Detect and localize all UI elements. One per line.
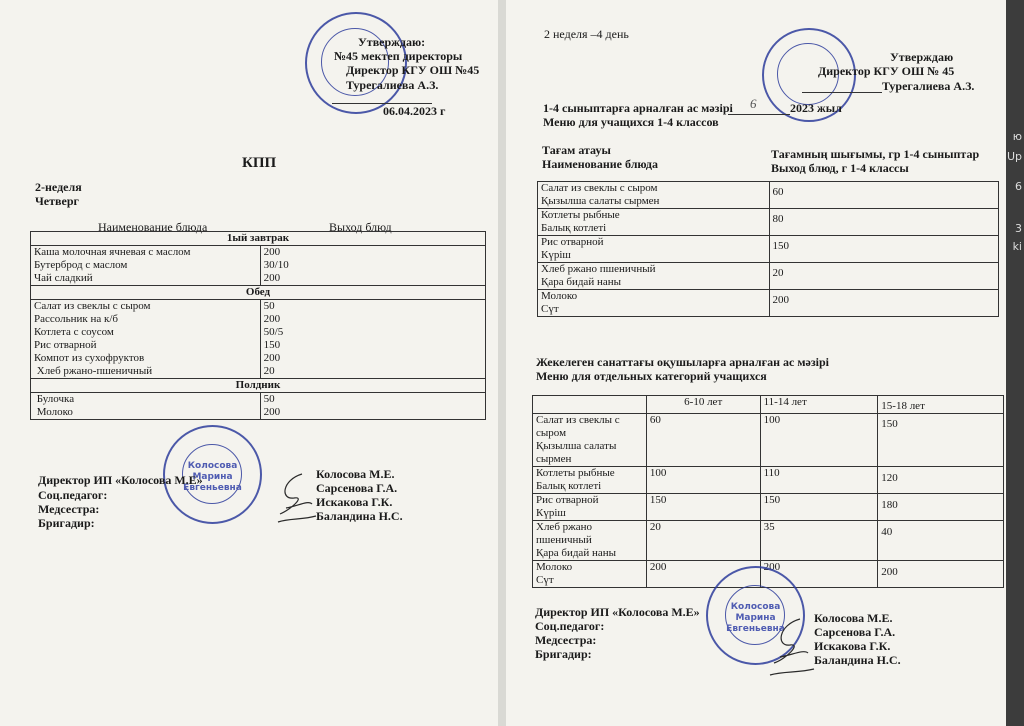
dish-cell: Котлеты рыбные Балық котлеті [538,209,770,236]
col2-header-ru: Выход блюд, г 1-4 классы [771,161,909,175]
output-cell: 150 [260,339,485,352]
col1-header-kz: Тағам атауы [542,143,611,157]
edge-char: 6 [1015,180,1022,193]
approval-signature-line [802,92,882,93]
sign-role-nurse: Медсестра: [38,502,100,516]
sign-name-nurse: Искакова Г.К. [316,495,393,509]
col-header-output: Выход блюд [329,220,392,234]
dish-cell: Салат из свеклы с сыром [31,300,261,314]
table-row [533,521,1004,561]
table-row [538,182,999,209]
output-cell: 60 [769,182,998,209]
dish-cell: Хлеб ржано пшеничный Қара бидай наны [533,521,647,561]
approval-name: Турегалиева А.З. [346,78,439,92]
menu-title-ru: Меню для учащихся 1-4 классов [543,115,719,129]
stamp-line: Марина [192,472,233,482]
output-cell: 200 [260,352,485,365]
edge-char: Up [1006,150,1022,163]
value-cell: 200 [760,561,878,588]
approval-name: Турегалиева А.З. [882,79,975,93]
approval-title: Утверждаю [890,50,954,64]
special-title-kz: Жекелеген санаттағы оқушыларға арналған ас мәзірі [536,355,829,369]
sign-role-socped: Соц.педагог: [535,619,605,633]
sign-name-nurse: Искакова Г.К. [814,639,891,653]
dish-cell: Хлеб ржано-пшеничный [31,365,261,379]
table-row [538,290,999,317]
stamp-line: Евгеньевна [183,483,242,493]
output-cell: 200 [769,290,998,317]
week-label: 2-неделя [35,180,82,194]
col2-header-kz: Тағамның шығымы, гр 1-4 сыныптар [771,147,980,161]
dish-cell: Каша молочная ячневая с маслом [31,246,261,260]
special-title-ru: Меню для отдельных категорий учащихся [536,369,767,383]
stamp-line: Марина [735,613,776,623]
dish-cell: Молоко [31,406,261,420]
section-header: Обед [31,286,486,300]
section-header: 1ый завтрак [31,232,486,246]
left-menu-page [0,0,498,726]
value-cell: 150 [646,494,760,521]
sign-name-foreman: Баландина Н.С. [316,509,403,523]
table-row [538,263,999,290]
dish-cell: Рассольник на к/б [31,313,261,326]
output-cell: 200 [260,246,485,260]
handwritten-signature [272,470,322,530]
doc-title: КПП [242,155,277,171]
value-cell: 40 [878,521,1004,561]
table-row [533,414,1004,467]
output-cell: 20 [769,263,998,290]
dish-cell: Хлеб ржано пшеничный Қара бидай наны [538,263,770,290]
value-cell: 60 [646,414,760,467]
output-cell: 200 [260,406,485,420]
dish-cell: Молоко Сүт [538,290,770,317]
dish-cell: Компот из сухофруктов [31,352,261,365]
sign-role-foreman: Бригадир: [535,647,592,661]
stamp-line: Колосова [187,461,238,471]
sign-name-socped: Сарсенова Г.А. [814,625,896,639]
value-cell: 35 [760,521,878,561]
output-cell: 150 [769,236,998,263]
sign-role-socped: Соц.педагог: [38,488,108,502]
approval-director: Директор КГУ ОШ № 45 [818,64,955,78]
edge-char: 3 [1015,222,1022,235]
dish-cell: Рис отварной [31,339,261,352]
dish-cell: Котлета с соусом [31,326,261,339]
approval-title: Утверждаю: [358,35,426,49]
value-cell: 20 [646,521,760,561]
menu-title-underline [728,114,790,115]
section-header: Полдник [31,379,486,393]
value-cell: 180 [878,494,1004,521]
menu-1-4-table [537,181,999,317]
output-cell: 50/5 [260,326,485,339]
sign-role-foreman: Бригадир: [38,516,95,530]
output-cell: 50 [260,300,485,314]
dish-cell: Булочка [31,393,261,407]
table-row [533,494,1004,521]
approval-date: 06.04.2023 г [383,104,446,118]
col1-header-ru: Наименование блюда [542,157,658,171]
age-header: 6-10 лет [646,396,760,414]
value-cell: 150 [878,414,1004,467]
stamp-line: Евгеньевна [726,624,785,634]
sign-name-director: Колосова М.Е. [814,611,893,625]
stamp-line: Колосова [730,602,781,612]
value-cell: 150 [760,494,878,521]
dish-cell: Рис отварной Күріш [538,236,770,263]
dish-cell: Котлеты рыбные Балық котлеті [533,467,647,494]
value-cell: 120 [878,467,1004,494]
dish-cell: Чай сладкий [31,272,261,286]
sign-role-director: Директор ИП «Колосова М.Е» [38,473,203,487]
sign-name-director: Колосова М.Е. [316,467,395,481]
value-cell: 200 [878,561,1004,588]
output-cell: 30/10 [260,259,485,272]
edge-char: ki [1012,240,1022,253]
dish-cell: Салат из свеклы с сыром Қызылша салаты сырмен [538,182,770,209]
special-categories-table [532,395,1004,588]
output-cell: 200 [260,313,485,326]
value-cell: 100 [646,467,760,494]
sign-role-nurse: Медсестра: [535,633,597,647]
dish-cell: Молоко Сүт [533,561,647,588]
dish-cell: Салат из свеклы с сыром Қызылша салаты сырмен [533,414,647,467]
handwritten-signature [766,615,816,685]
approval-school: №45 мектеп директоры [334,49,463,63]
value-cell: 200 [646,561,760,588]
value-cell: 100 [760,414,878,467]
table-row [538,209,999,236]
handwritten-day: 6 [750,96,757,111]
dish-cell: Рис отварной Күріш [533,494,647,521]
value-cell: 110 [760,467,878,494]
kpp-menu-table [30,231,486,420]
table-row [533,467,1004,494]
top-note: 2 неделя –4 день [544,27,629,41]
age-header-row [533,396,1004,414]
edge-char: ю [1012,130,1022,143]
col-header-dish: Наименование блюда [98,220,208,234]
approval-director: Директор КГУ ОШ №45 [346,63,480,77]
background-edge [1006,0,1024,726]
sign-name-foreman: Баландина Н.С. [814,653,901,667]
dish-cell: Бутерброд с маслом [31,259,261,272]
day-label: Четверг [35,194,79,208]
menu-title-kz: 1-4 сыныптарға арналған ас мәзірі [543,101,733,115]
table-row [538,236,999,263]
output-cell: 50 [260,393,485,407]
age-header: 15-18 лет [878,396,1004,414]
right-menu-page [506,0,1006,726]
output-cell: 200 [260,272,485,286]
menu-title-year: 2023 жыл [790,101,842,115]
output-cell: 80 [769,209,998,236]
age-header: 11-14 лет [760,396,878,414]
sign-name-socped: Сарсенова Г.А. [316,481,398,495]
sign-role-director: Директор ИП «Колосова М.Е» [535,605,700,619]
output-cell: 20 [260,365,485,379]
